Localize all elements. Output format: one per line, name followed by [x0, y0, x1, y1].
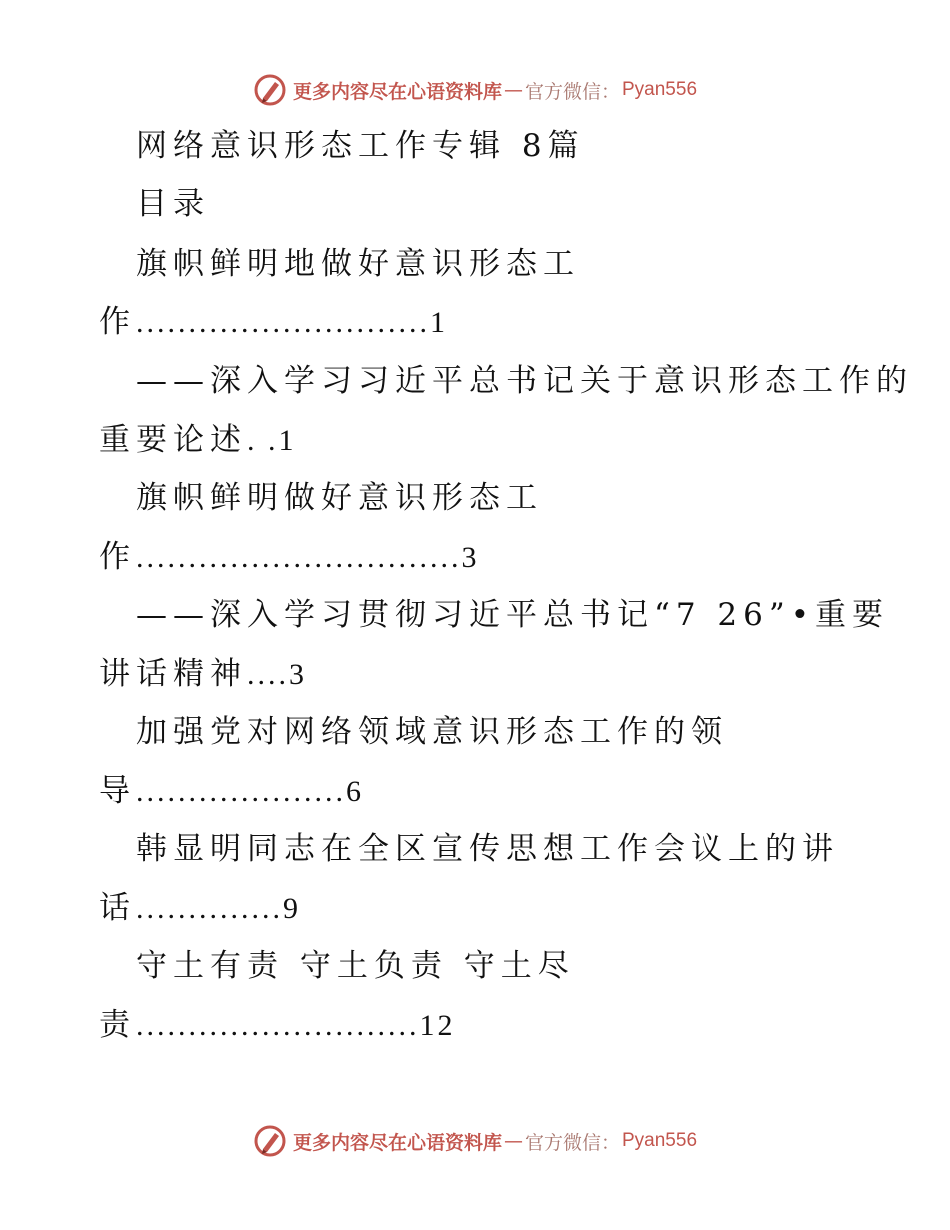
toc-entry-1-leader: 作............................1 [99, 304, 448, 340]
watermark-label: 官方微信： [524, 80, 620, 103]
toc-entry-6-page: 9 [283, 892, 301, 925]
pen-logo-icon [253, 1124, 287, 1158]
watermark-dash: — [503, 1130, 523, 1152]
toc-entry-4-leader: 讲话精神....3 [99, 656, 307, 692]
toc-entry-2-title: ——深入学习习近平总书记关于意识形态工作的 [136, 363, 913, 399]
toc-entry-1-page: 1 [430, 306, 448, 339]
footer-watermark [0, 1121, 950, 1161]
toc-entry-7-page: 12 [419, 1009, 456, 1042]
toc-entry-1-title: 旗帜鲜明地做好意识形态工 [136, 246, 580, 282]
watermark-id: Pyan556 [622, 1130, 698, 1151]
toc-heading: 目录 [136, 186, 210, 222]
toc-entry-2-page: 1 [278, 424, 297, 457]
toc-entry-6-leader: 话..............9 [99, 890, 301, 926]
toc-entry-4-title: ——深入学习贯彻习近平总书记“7 26”•重要 [136, 597, 890, 633]
toc-entry-5-title: 加强党对网络领域意识形态工作的领 [136, 714, 728, 750]
toc-entry-7-title: 守土有责 守土负责 守土尽 [136, 948, 575, 984]
toc-entry-3-leader: 作...............................3 [99, 539, 480, 575]
watermark-label: 官方微信： [524, 1131, 620, 1154]
toc-entry-6-title: 韩显明同志在全区宣传思想工作会议上的讲 [136, 831, 839, 867]
toc-entry-5-page: 6 [346, 775, 364, 808]
toc-entry-4-page: 3 [289, 658, 307, 691]
toc-entry-5-leader: 导....................6 [99, 773, 364, 809]
watermark-brand: 更多内容尽在心语资料库 [292, 80, 502, 103]
toc-entry-3-page: 3 [461, 541, 480, 574]
watermark-brand: 更多内容尽在心语资料库 [292, 1131, 502, 1154]
toc-entry-2-leader: 重要论述. .1 [99, 422, 297, 458]
document-title: 网络意识形态工作专辑 8篇 [136, 128, 585, 164]
toc-entry-7-leader: 责...........................12 [99, 1007, 456, 1043]
toc-entry-3-title: 旗帜鲜明做好意识形态工 [136, 480, 543, 516]
watermark-id: Pyan556 [622, 79, 698, 100]
watermark-dash: — [503, 79, 523, 101]
